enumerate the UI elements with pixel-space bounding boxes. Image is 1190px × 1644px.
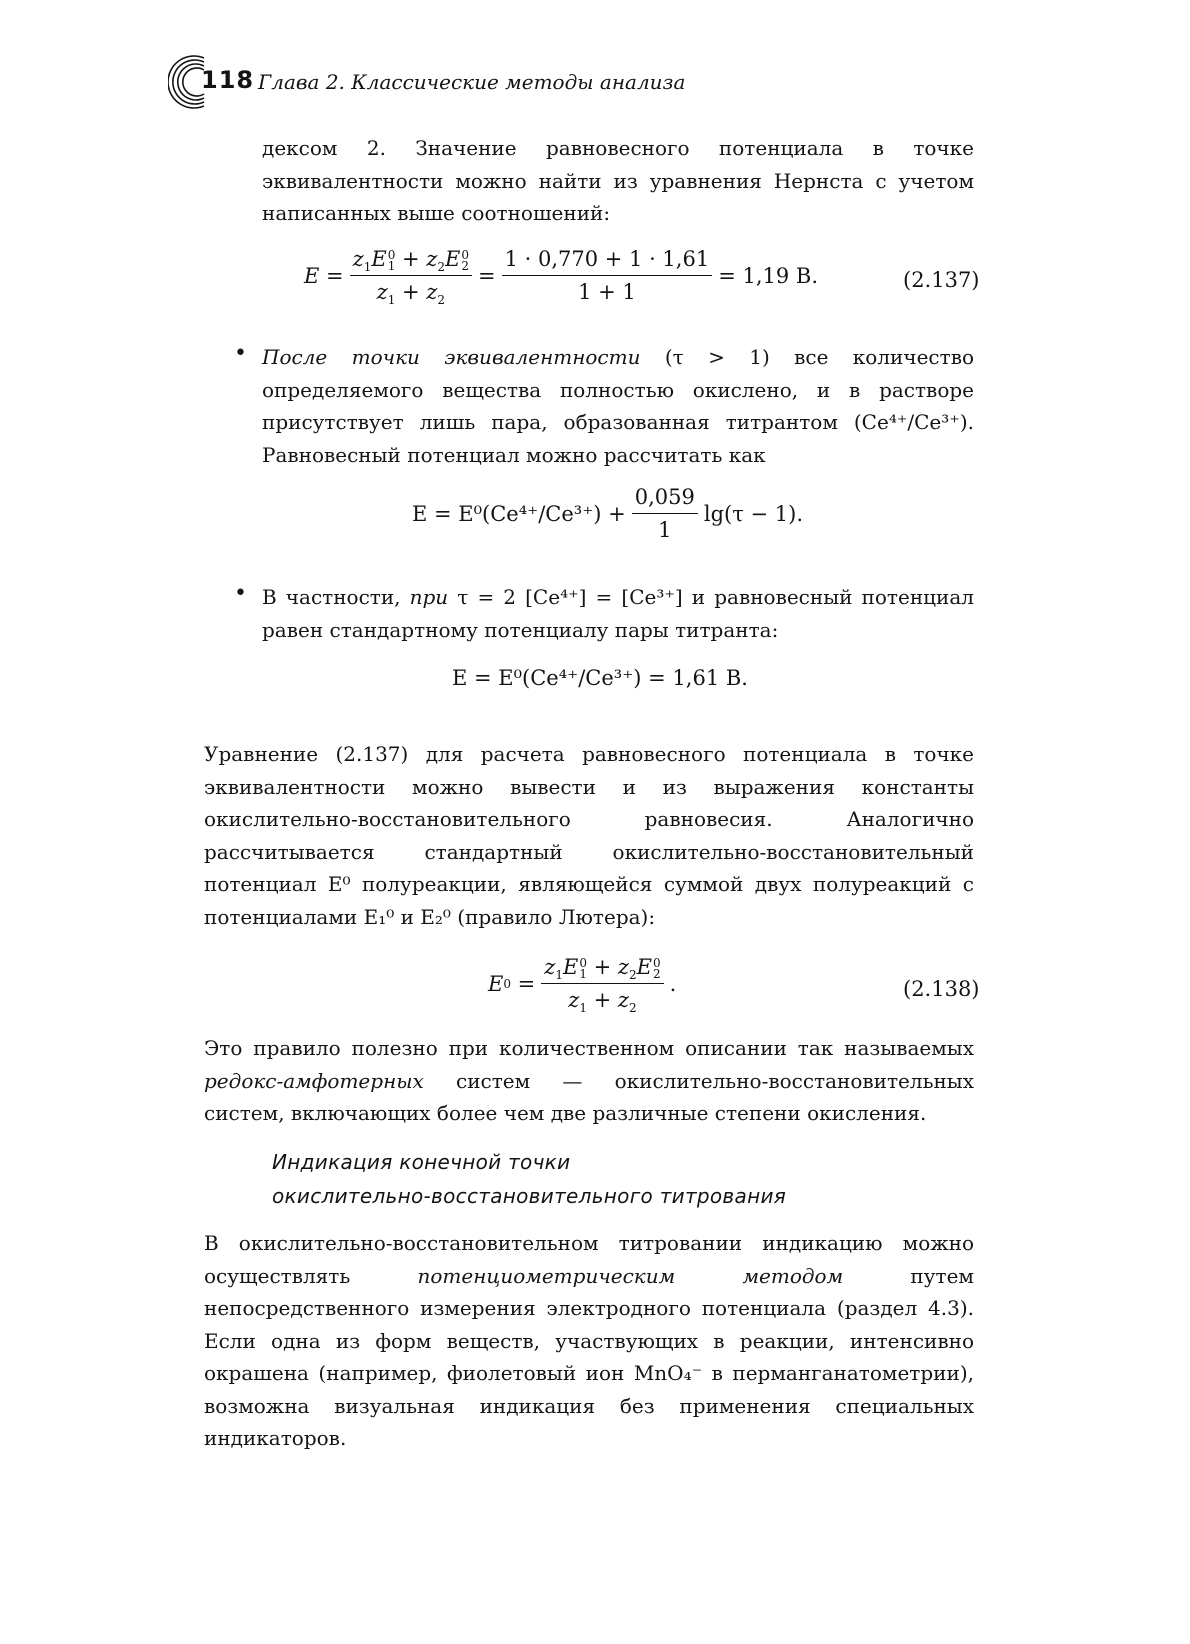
bullet-1: После точки эквивалентности (τ > 1) все количество определяемого вещества полностью окислено, и в растворе присутствует лишь пара, образованная титрантом (Ce⁴⁺/Ce³⁺). Равновесный потенциал можно рассчитать как: [262, 345, 974, 467]
page-number: 118: [201, 66, 255, 94]
section-heading-line-2: окислительно-восстановительного титрования: [272, 1184, 787, 1208]
bullet-marker: •: [234, 581, 247, 606]
bullet-2: В частности, при τ = 2 [Ce⁴⁺] = [Ce³⁺] и равновесный потенциал равен стандартному потенциалу пары титранта:: [262, 585, 974, 642]
paragraph-1: дексом 2. Значение равновесного потенциала в точке эквивалентности можно найти из уравнения Нернста с учетом написанных выше соотношений:: [262, 136, 974, 225]
equation-tau-2: E = E⁰(Ce⁴⁺/Ce³⁺) = 1,61 В.: [452, 666, 748, 690]
section-heading-line-1: Индикация конечной точки: [272, 1150, 571, 1174]
equation-2137-numeric-fraction: $\frac{1 \cdot 0,770 + 1 \cdot 1,61}{1 + 1}$: [502, 246, 713, 305]
equation-2137-result: = 1,19 В.: [718, 263, 819, 288]
equation-2137-symbolic-fraction: $z_1E$ 0 1 + $z_2E$ 0 2 $z_1 + z_2$: [350, 246, 472, 305]
page-header: [168, 52, 928, 112]
paragraph-2: Уравнение (2.137) для расчета равновесного потенциала в точке эквивалентности можно вывести и из выражения константы окислительно-восстановительного равновесия. Аналогично рассчитывается стандартный окислительно-восстановительный потенциал E⁰ полуреакции, являющейся суммой двух полуреакций с потенциалами E₁⁰ и E₂⁰ (правило Лютера):: [204, 742, 974, 929]
paragraph-3: Это правило полезно при количественном описании так называемых редокс-амфотерных систем — окислительно-восстановительных систем, включающих более чем две различные степени окисления.: [204, 1036, 974, 1125]
equation-after-equivalence: E = E⁰(Ce⁴⁺/Ce³⁺) + $\frac{0,059}{1}$ lg(τ − 1).: [412, 485, 804, 542]
term-potentiometric-method: потенциометрическим методом: [417, 1263, 844, 1288]
term-redox-amphoteric: редокс-амфотерных: [204, 1068, 424, 1093]
equation-2138: E 0 = $z_1E$ 0 1 + $z_2E$ 0 2 $z_1 + z_2$ .: [488, 955, 677, 1016]
bullet-1-italic-lead: После точки эквивалентности: [262, 345, 641, 369]
paragraph-4: В окислительно-восстановительном титровании индикацию можно осуществлять потенциометрическим методом путем непосредственного измерения электродного потенциала (раздел 4.3). Если одна из форм веществ, участвующих в реакции, интенсивно окрашена (например, фиолетовый ион MnO₄⁻ в перманганатометрии), возможна визуальная индикация без применения специальных индикаторов.: [204, 1231, 974, 1450]
chapter-title: Глава 2. Классические методы анализа: [258, 70, 686, 94]
equation-2137: E = $z_1E$ 0 1 + $z_2E$ 0 2 $z_1 + z_2$ = $\frac{1 \cdot 0,770 + 1 \cdot 1,61}{1 + 1}$ = 1,19 В.: [304, 247, 819, 308]
equation-number-2138: (2.138): [903, 977, 980, 1001]
equation-number-2137: (2.137): [903, 268, 980, 292]
bullet-marker: •: [234, 341, 247, 366]
